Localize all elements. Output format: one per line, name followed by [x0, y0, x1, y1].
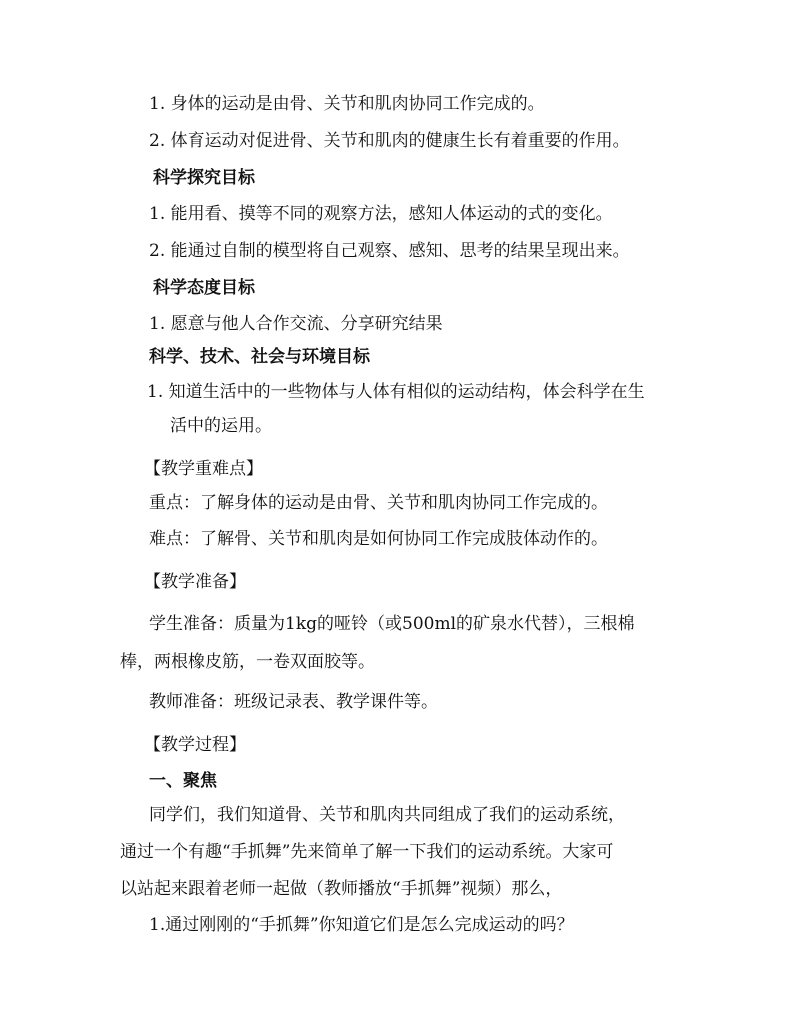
- heading-teaching-process: 【教学过程】: [144, 735, 246, 755]
- key-point: 重点：了解身体的运动是由骨、关节和肌肉协同工作完成的。: [149, 493, 608, 513]
- section-focus: 一、聚焦: [149, 771, 217, 791]
- physical-goal-1: 1. 身体的运动是由骨、关节和肌肉协同工作完成的。: [149, 94, 545, 114]
- heading-teaching-preparation: 【教学准备】: [144, 572, 246, 592]
- heading-science-attitude-goals: 科学态度目标: [153, 278, 255, 298]
- focus-question-1: 1.通过刚刚的“手抓舞”你知道它们是怎么完成运动的吗？: [149, 915, 574, 935]
- stse-goal-1-line-2: 活中的运用。: [170, 416, 272, 436]
- attitude-goal-1: 1. 愿意与他人合作交流、分享研究结果: [149, 314, 443, 334]
- focus-paragraph-line-2: 通过一个有趣“手抓舞”先来简单了解一下我们的运动系统。大家可: [120, 842, 614, 862]
- heading-key-difficult-points: 【教学重难点】: [144, 459, 263, 479]
- stse-goal-1-line-1: 1. 知道生活中的一些物体与人体有相似的运动结构，体会科学在生: [147, 382, 645, 402]
- inquiry-goal-2: 2. 能通过自制的模型将自己观察、感知、思考的结果呈现出来。: [149, 241, 630, 261]
- focus-paragraph-line-1: 同学们，我们知道骨、关节和肌肉共同组成了我们的运动系统，: [149, 805, 625, 825]
- physical-goal-2: 2. 体育运动对促进骨、关节和肌肉的健康生长有着重要的作用。: [149, 131, 630, 151]
- difficult-point: 难点：了解骨、关节和肌肉是如何协同工作完成肢体动作的。: [149, 529, 608, 549]
- student-preparation-line-2: 棒，两根橡皮筋，一卷双面胶等。: [120, 652, 375, 672]
- heading-stse-goals: 科学、技术、社会与环境目标: [149, 347, 370, 367]
- teacher-preparation: 教师准备：班级记录表、教学课件等。: [149, 692, 438, 712]
- heading-science-inquiry-goals: 科学探究目标: [153, 168, 255, 188]
- student-preparation-line-1: 学生准备：质量为1kg的哑铃（或500ml的矿泉水代替），三根棉: [149, 614, 635, 634]
- inquiry-goal-1: 1. 能用看、摸等不同的观察方法，感知人体运动的式的变化。: [149, 204, 613, 224]
- focus-paragraph-line-3: 以站起来跟着老师一起做（教师播放“手抓舞”视频）那么，: [120, 879, 563, 899]
